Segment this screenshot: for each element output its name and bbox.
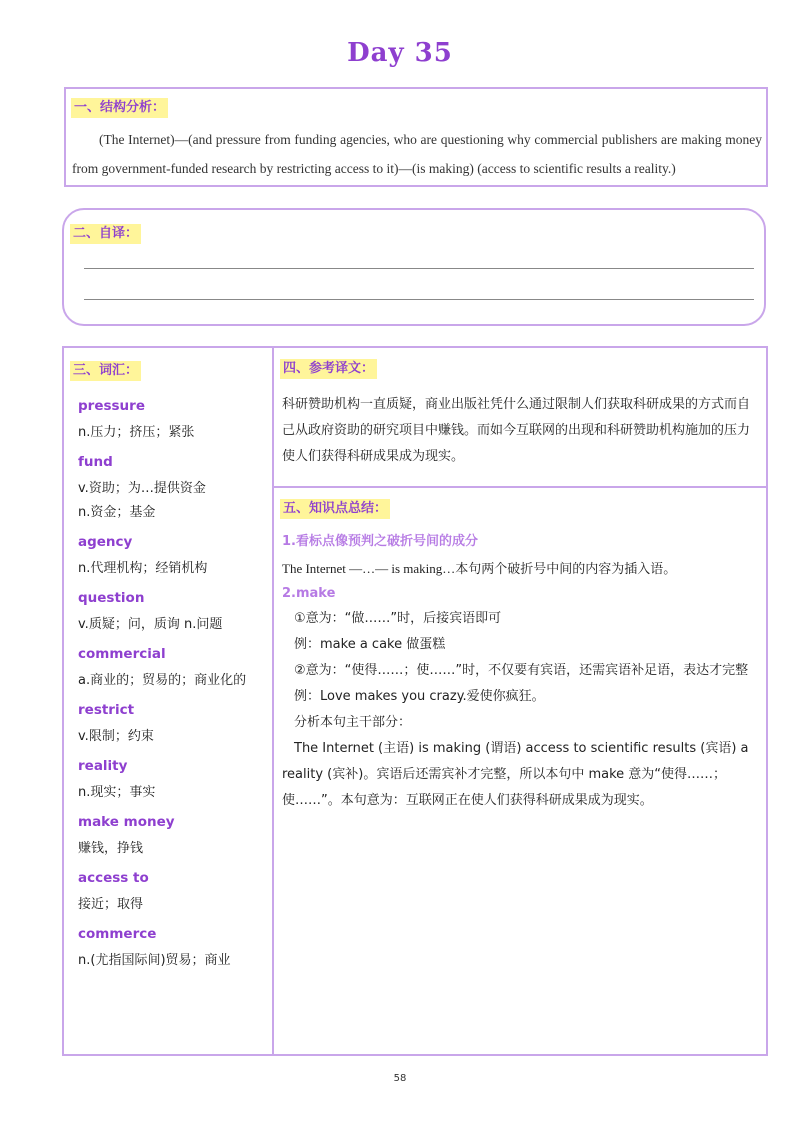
vocab-definition: v.资助；为…提供资金 (78, 481, 206, 496)
reference-translation-heading: 四、参考译文： (280, 359, 377, 379)
point1-text: The Internet —…— is making…本句两个破折号中间的内容为插入语。 (282, 561, 677, 576)
vocab-definition: a.商业的；贸易的；商业化的 (78, 673, 247, 688)
structure-analysis-heading: 一、结构分析： (71, 98, 168, 118)
vocab-item (78, 757, 268, 802)
self-translation-section (62, 208, 766, 326)
page-number: 58 (393, 1073, 407, 1084)
vocab-definition: n.资金；基金 (78, 505, 156, 520)
analysis-label: 分析本句主干部分： (294, 715, 412, 730)
vocab-item (78, 869, 268, 914)
point1-title: 1.看标点像预判之破折号间的成分 (282, 534, 478, 549)
vocab-definition: n.代理机构；经销机构 (78, 561, 208, 576)
self-translation-heading: 二、自译： (70, 224, 141, 244)
vocab-word: commerce (78, 926, 157, 942)
vocab-definition: v.限制；约束 (78, 729, 154, 744)
knowledge-points-heading: 五、知识点总结： (280, 499, 390, 519)
vocab-and-notes-section (62, 346, 768, 1056)
vocab-word: reality (78, 758, 128, 774)
reference-translation-section (274, 348, 766, 488)
example2-text: 例：Love makes you crazy.爱使你疯狂。 (294, 689, 545, 704)
vocab-item (78, 813, 268, 858)
vocab-item (78, 701, 268, 746)
notes-column (274, 348, 766, 1054)
vocab-word: question (78, 590, 145, 606)
vocab-item (78, 645, 268, 690)
analysis-text: The Internet (主语) is making (谓语) access to scientific results (宾语) a reality (宾补)。宾语后还需宾补才完整，所以本句中 make 意为“使得……；使……”。本句意为：互联网正在使人们获得科研成果成为现实。 (282, 741, 749, 808)
reference-translation-text: 科研赞助机构一直质疑，商业出版社凭什么通过限制人们获取科研成果的方式而自己从政府资助的研究项目中赚钱。而如今互联网的出现和科研赞助机构施加的压力使人们获得科研成果成为现实。 (282, 397, 751, 464)
meaning2-text: ②意为：“使得……；使……”时，不仅要有宾语，还需宾语补足语，表达才完整 (294, 663, 749, 678)
vocab-definition: n.压力；挤压；紧张 (78, 425, 195, 440)
example1-text: 例：make a cake 做蛋糕 (294, 637, 446, 652)
structure-analysis-section (64, 87, 768, 187)
structure-analysis-text: (The Internet)—(and pressure from funding agencies, who are questioning why commercial publishers are making money from government-funded research by restricting access to it)—(is making) (access to scientific results a reality.) (72, 132, 762, 176)
vocab-definition: n.现实；事实 (78, 785, 156, 800)
vocabulary-list (78, 397, 268, 981)
vocab-definition: v.质疑；问，质询 n.问题 (78, 617, 223, 632)
vocab-word: pressure (78, 398, 145, 414)
vocab-definition: 赚钱，挣钱 (78, 841, 144, 856)
vocab-item (78, 397, 268, 442)
vocab-definition: n.(尤指国际间)贸易；商业 (78, 953, 231, 968)
vocab-item (78, 453, 268, 522)
vocab-word: commercial (78, 646, 166, 662)
vocab-word: fund (78, 454, 113, 470)
vocab-definition: 接近；取得 (78, 897, 144, 912)
vocab-word: access to (78, 870, 149, 886)
writing-line-2[interactable] (84, 299, 754, 300)
vocab-item (78, 589, 268, 634)
writing-line-1[interactable] (84, 268, 754, 269)
point2-title: 2.make (282, 586, 336, 601)
vocab-word: make money (78, 814, 175, 830)
vocab-item (78, 925, 268, 970)
knowledge-points-body (282, 530, 762, 814)
meaning1-text: ①意为：“做……”时，后接宾语即可 (294, 611, 502, 626)
vocab-word: agency (78, 534, 133, 550)
vocabulary-heading: 三、词汇： (70, 361, 141, 381)
vocab-word: restrict (78, 702, 135, 718)
page-title: Day 35 (347, 38, 453, 68)
vocab-item (78, 533, 268, 578)
vocabulary-column (64, 348, 274, 1054)
